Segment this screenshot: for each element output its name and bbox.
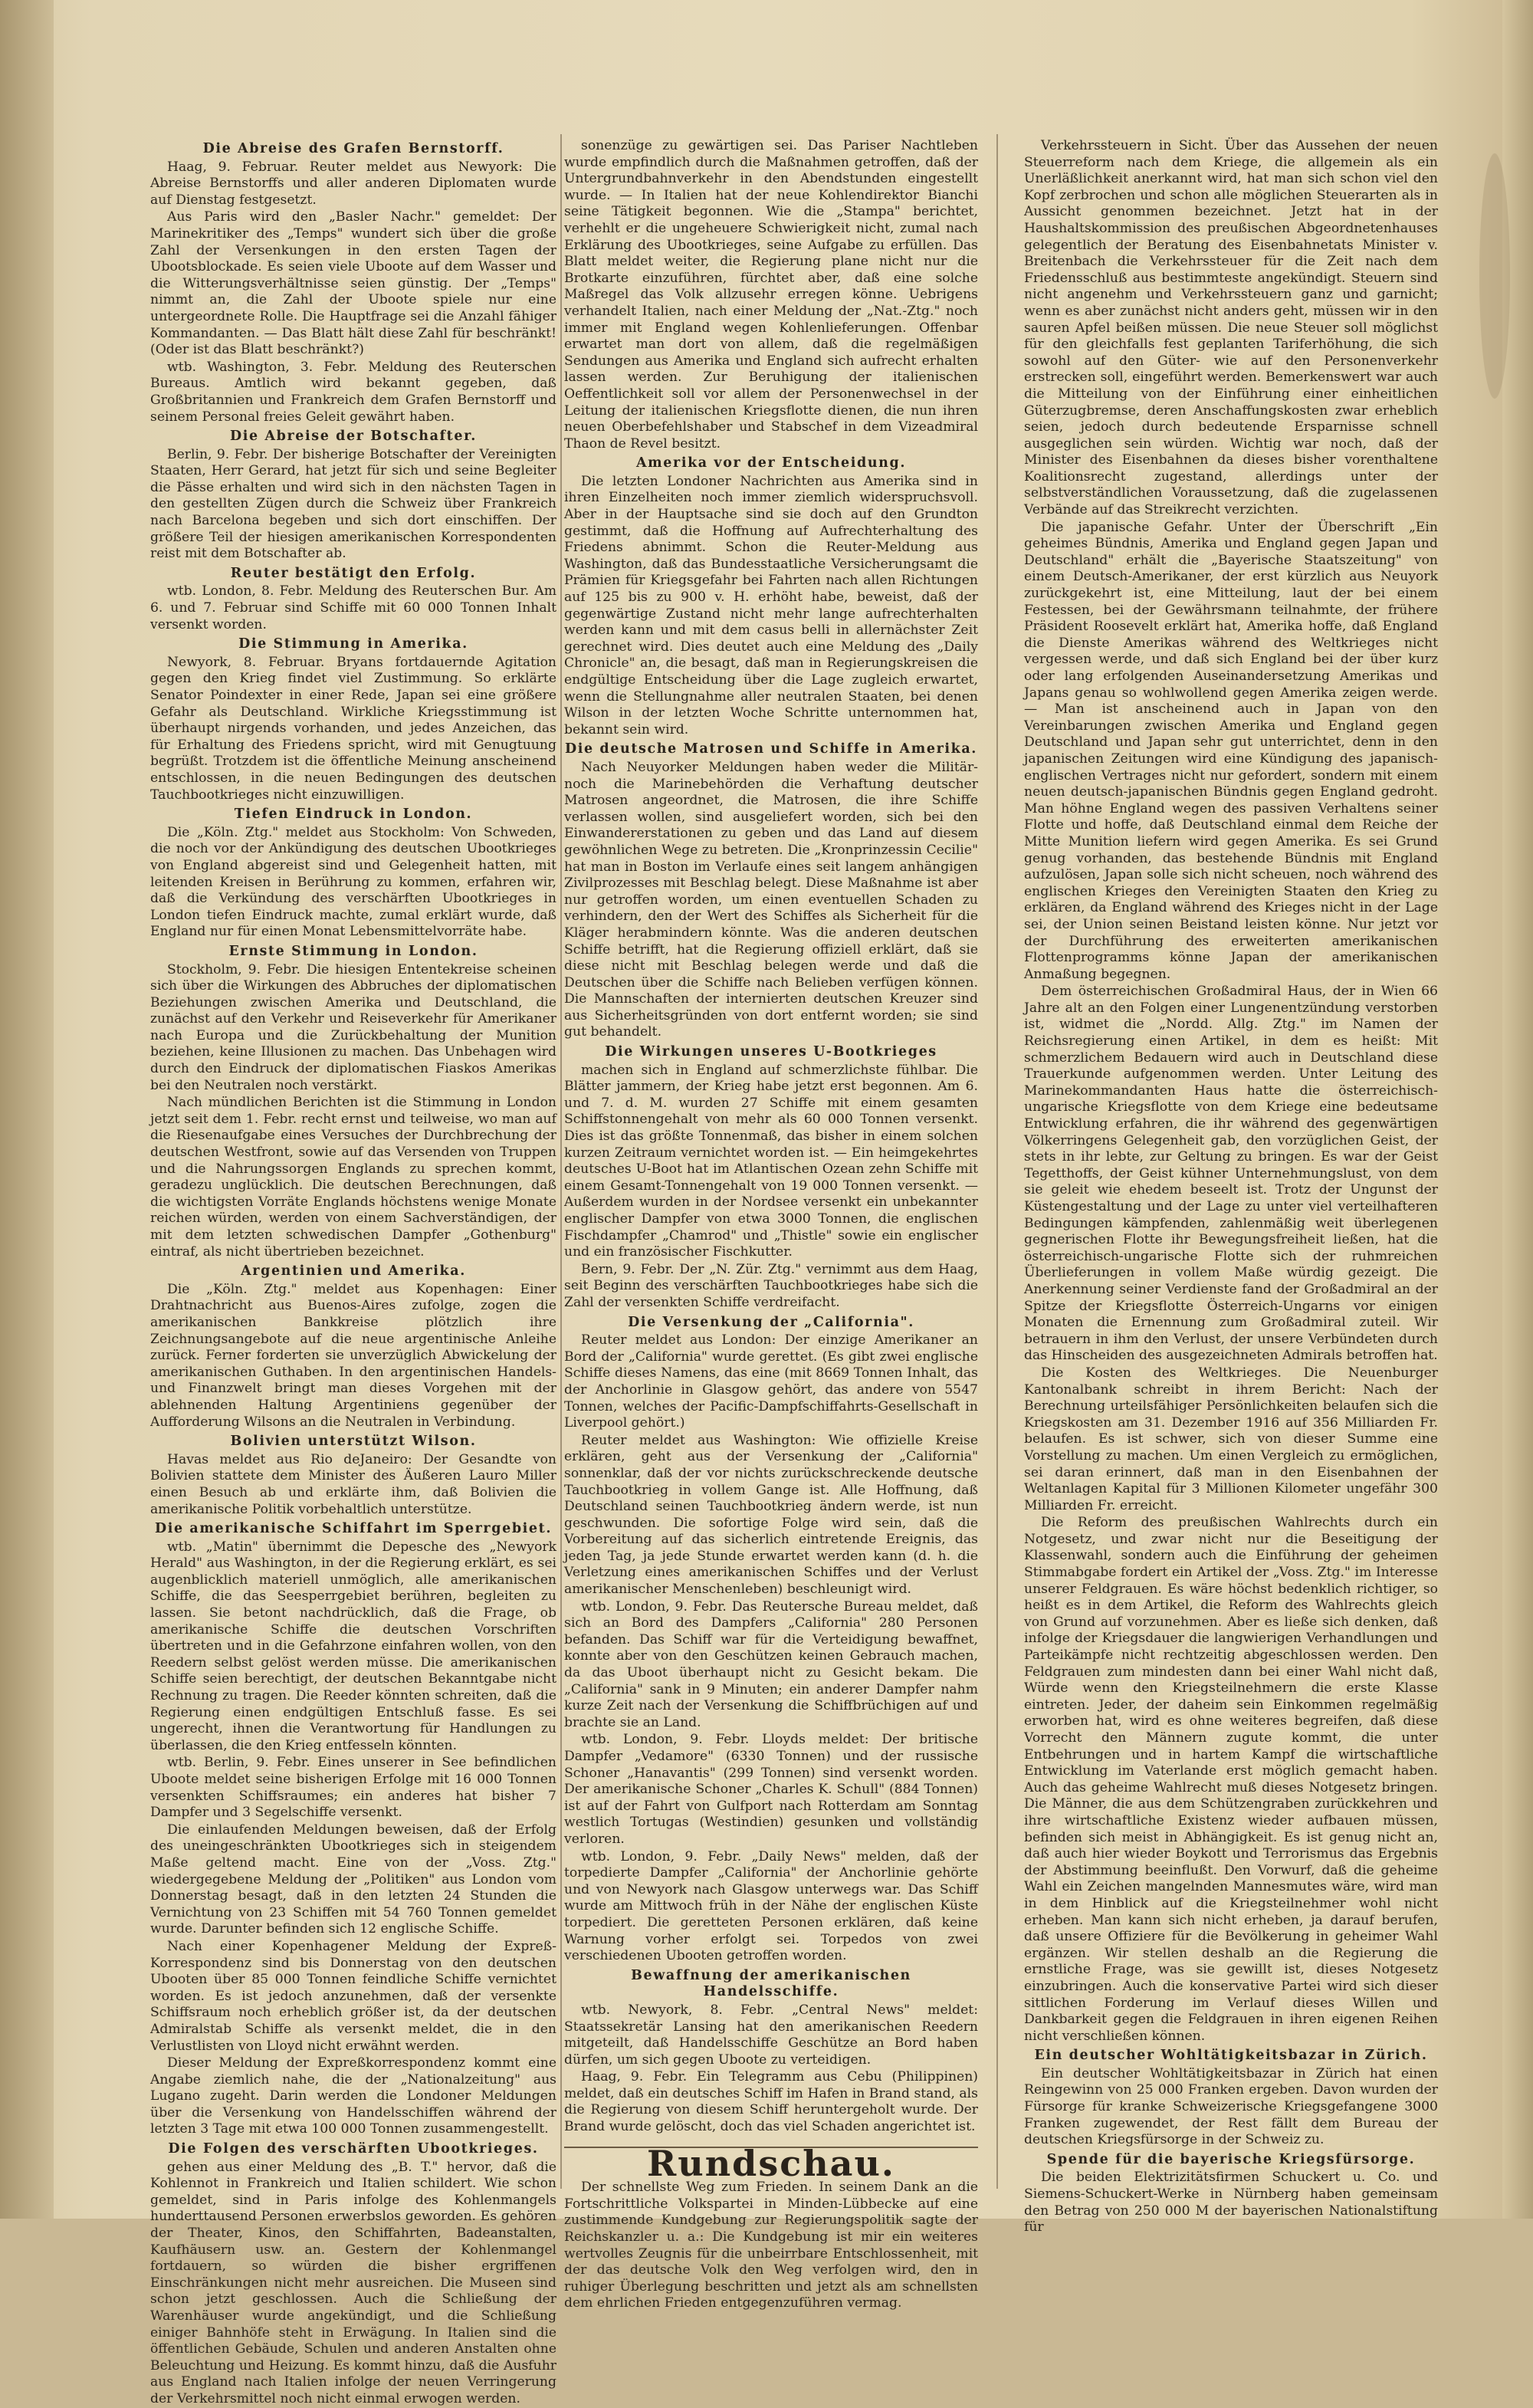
article-paragraph: Die letzten Londoner Nachrichten aus Amerika sind in ihren Einzelheiten noch immer ziemlich widerspruchsvoll. Aber in der Hauptsache sind sie doch auf den Grundton gestimmt, daß die Hoffnung auf Aufrechterhaltung des Friedens abnimmt. Schon die Reuter-Meldung aus Washington, daß das Bundesstaatliche Versicherungsamt die Prämien für Kriegsgefahr bei Fahrten nach allen Richtungen auf 125 bis zu 900 v. H. erhöht habe, beweist, daß der gegenwärtige Zustand nicht mehr lange aufrechterhalten werden kann und mit dem casus belli in allernächster Zeit gerechnet wird. Dies deutet auch eine Meldung des „Daily Chronicle" an, die besagt, daß man in Regierungskreisen die endgültige Entscheidung über die Lage zugleich erwartet, wenn die Stellungnahme aller neutralen Staaten, bei denen Wilson in der letzten Woche Schritte unternommen hat, bekannt sein wird. [564, 473, 978, 738]
article-paragraph: wtb. London, 9. Febr. Das Reutersche Bureau meldet, daß sich an Bord des Dampfers „California" 280 Personen befanden. Das Schiff war für die Verteidigung bewaffnet, konnte aber von den Geschützen keinen Gebrauch machen, da das Uboot überhaupt nicht zu Gesicht bekam. Die „California" sank in 9 Minuten; ein anderer Dampfer nahm kurze Zeit nach der Versenkung die Schiffbrüchigen auf und brachte sie an Land. [564, 1598, 978, 1730]
article-paragraph: Aus Paris wird den „Basler Nachr." gemeldet: Der Marinekritiker des „Temps" wundert sich über die große Zahl der Versenkungen in den ersten Tagen der Ubootsblockade. Es seien viele Uboote auf dem Wasser und die Witterungsverhältnisse seien günstig. Der „Temps" nimmt an, die Zahl der Uboote spiele nur eine untergeordnete Rolle. Die Hauptfrage sei die Anzahl fähiger Kommandanten. — Das Blatt hält diese Zahl für beschränkt! (Oder ist das Blatt beschränkt?) [150, 209, 556, 358]
article-paragraph: Reuter meldet aus London: Der einzige Amerikaner an Bord der „California" wurde gerettet. (Es gibt zwei englische Schiffe dieses Namens, das eine (mit 8669 Tonnen Inhalt, das der Anchorlinie in Glasgow gehört, das andere von 5547 Tonnen, welches der Pacific-Dampfschiffahrts-Gesellschaft in Liverpool gehört.) [564, 1332, 978, 1431]
article-paragraph: Nach mündlichen Berichten ist die Stimmung in London jetzt seit dem 1. Febr. recht ernst und teilweise, wo man auf die Riesenaufgabe eines Versuches der Durchbrechung der deutschen Westfront, sowie auf das Versenden von Truppen und die Nahrungssorgen Englands zu sprechen kommt, geradezu unglücklich. Die deutschen Berechnungen, daß die wichtigsten Vorräte Englands höchstens wenige Monate reichen würden, werden von einem Sachverständigen, der mit dem letzten schwedischen Dampfer „Gothenburg" eintraf, als nicht übertrieben bezeichnet. [150, 1095, 556, 1260]
section-title: Rundschau. [564, 2147, 978, 2173]
article-headline: Die Versenkung der „California". [628, 1314, 914, 1330]
article-headline: Die deutsche Matrosen und Schiffe in Amerika. [564, 741, 977, 757]
article-paragraph: Berlin, 9. Febr. Der bisherige Botschafter der Vereinigten Staaten, Herr Gerard, hat jetzt für sich und seine Begleiter die Pässe erhalten und wird sich in den nächsten Tagen in den gestellten Zügen durch die Schweiz über Frankreich nach Barcelona begeben und sich dort einschiffen. Der größere Teil der hiesigen amerikanischen Korrespondenten reist mit dem Botschafter ab. [150, 446, 556, 562]
article-paragraph: wtb. Newyork, 8. Febr. „Central News" meldet: Staatssekretär Lansing hat den amerikanischen Reedern mitgeteilt, daß Handelsschiffe Geschütze an Bord haben dürfen, um sich gegen Uboote zu verteidigen. [564, 2002, 978, 2068]
article-paragraph: Reuter meldet aus Washington: Wie offizielle Kreise erklären, geht aus der Versenkung der „California" sonnenklar, daß der vor nichts zurückschreckende deutsche Tauchbootkrieg in vollem Gange ist. Alle Hoffnung, daß Deutschland seinen Tauchbootkrieg ändern werde, ist nun geschwunden. Die sofortige Folge wird sein, daß die Vorbereitung auf das sicherlich eintretende Ereignis, das jeden Tag, ja jede Stunde erwartet werden kann (d. h. die Verletzung eines amerikanischen Schiffes und der Verlust amerikanischer Menschenleben) beschleunigt wird. [564, 1432, 978, 1598]
article-paragraph: Die beiden Elektrizitätsfirmen Schuckert u. Co. und Siemens-Schuckert-Werke in Nürnberg haben gemeinsam den Betrag von 250 000 M der bayerischen Nationalstiftung für [1024, 2170, 1438, 2236]
column-2 [564, 138, 978, 2311]
article-headline: Bewaffnung der amerikanischen Handelsschiffe. [631, 1967, 911, 2000]
page-binding-left [0, 0, 54, 2219]
article-paragraph: Newyork, 8. Februar. Bryans fortdauernde Agitation gegen den Krieg findet viel Zustimmung. So erklärte Senator Poindexter in einer Rede, Japan sei eine größere Gefahr als Deutschland. Wirkliche Kriegsstimmung ist überhaupt nirgends vorhanden, und jedes Anzeichen, das für Erhaltung des Friedens spricht, wird mit Genugtuung begrüßt. Trotzdem ist die öffentliche Meinung anscheinend entschlossen, in die neuen Bedingungen des deutschen Tauchbootkrieges nicht einzuwilligen. [150, 654, 556, 803]
article-paragraph: wtb. Washington, 3. Febr. Meldung des Reuterschen Bureaus. Amtlich wird bekannt gegeben, daß Großbritannien und Frankreich dem Grafen Bernstorff und seinem Personal freies Geleit gewährt haben. [150, 359, 556, 425]
article-headline: Bolivien unterstützt Wilson. [230, 1434, 477, 1450]
article-paragraph: Die japanische Gefahr. Unter der Überschrift „Ein geheimes Bündnis, Amerika und England gegen Japan und Deutschland" erhält die „Bayerische Staatszeitung" von einem Deutsch-Amerikaner, der erst kürzlich aus Neuyork zurückgekehrt ist, eine Mitteilung, laut der bei einem Festessen, bei der Gewährsmann teilnahmte, der frühere Präsident Roosevelt erklärt hat, Amerika hoffe, daß England die Dienste Amerikas während des Weltkrieges nicht vergessen werde, und daß sich England bei der über kurz oder lang erfolgenden Auseinandersetzung Amerikas und Japans genau so wohlwollend gegen Amerika zeigen werde. — Man ist anscheinend auch in Japan von den Vereinbarungen zwischen Amerika und England gegen Deutschland und Japan sehr gut unterrichtet, denn in den japanischen Zeitungen wird eine Kündigung des japanisch-englischen Vertrages nicht nur gefordert, sondern mit einem neuen deutsch-japanischen Bündnis gegen England gedroht. Man höhne England wegen des passiven Verhaltens seiner Flotte und hoffe, daß Deutschland einmal dem Reiche der Mitte Munition liefern wird gegen Amerika. Es sei Grund genug vorhanden, das bestehende Bündnis mit England aufzulösen, Japan solle sich nicht scheuen, noch während des englischen Krieges den Vereinigten Staaten den Krieg zu erklären, da England während des Krieges nicht in der Lage sei, der Union seinen Beistand leisten könne. Nur jetzt vor der Durchführung des erweiterten amerikanischen Flottenprogramms könne Japan der amerikanischen Anmaßung begegnen. [1024, 519, 1438, 982]
article-headline: Die Abreise der Botschafter. [230, 429, 477, 445]
article-paragraph: wtb. London, 9. Febr. Lloyds meldet: Der britische Dampfer „Vedamore" (6330 Tonnen) und der russische Schoner „Hanavantis" (299 Tonnen) sind versenkt worden. Der amerikanische Schoner „Charles K. Schull" (884 Tonnen) ist auf der Fahrt von Gulfport nach Rotterdam am Sonntag westlich Tortugas (Westindien) gesunken und vollständig verloren. [564, 1732, 978, 1847]
article-paragraph: Nach einer Kopenhagener Meldung der Expreß-Korrespondenz sind bis Donnerstag von den deutschen Ubooten über 85 000 Tonnen feindliche Schiffe vernichtet worden. Es ist jedoch anzunehmen, daß der versenkte Schiffsraum noch erheblich größer ist, da der deutschen Admiralstab Schiffe als versenkt meldet, die in den Verlustlisten von Lloyd nicht erwähnt werden. [150, 1938, 556, 2054]
article-paragraph: wtb. London, 8. Febr. Meldung des Reuterschen Bur. Am 6. und 7. Februar sind Schiffe mit 60 000 Tonnen Inhalt versenkt worden. [150, 583, 556, 632]
article-paragraph: wtb. London, 9. Febr. „Daily News" melden, daß der torpedierte Dampfer „California" der Anchorlinie gehörte und von Newyork nach Glasgow unterwegs war. Das Schiff wurde am Mittwoch früh in der Nähe der englischen Küste torpediert. Die geretteten Personen erklären, daß keine Warnung vorher erfolgt sei. Torpedos von zwei verschiedenen Ubooten getroffen worden. [564, 1848, 978, 1964]
article-paragraph: Die Reform des preußischen Wahlrechts durch ein Notgesetz, und zwar nicht nur die Beseitigung der Klassenwahl, sondern auch die Einführung der geheimen Stimmabgabe fordert ein Artikel der „Voss. Ztg." im Interesse unserer Feldgrauen. Es wäre höchst bedenklich richtiger, so heißt es in dem Artikel, die Reform des Wahlrechts gleich von Grund auf vorzunehmen. Aber es ließe sich denken, daß infolge der Kriegsdauer die langwierigen Verhandlungen und Parteikämpfe nicht rechtzeitig abgeschlossen werden. Den Feldgrauen zum mindesten dann bei einer Wahl nicht daß, Würde wenn den Kriegsteilnehmern die erste Klasse eintreten. Jeder, der daheim sein Einkommen regelmäßig erworben hat, wird es ohne weiteres begreifen, daß diese Vorrecht den Männern zugute kommt, die unter Entbehrungen und in hartem Kampf die wirtschaftliche Entwicklung im Vaterlande erst möglich gemacht haben. Auch das geheime Wahlrecht muß dieses Notgesetz bringen. Die Männer, die aus dem Schützengraben zurückkehren und ihre wirtschaftliche Existenz wieder aufbauen müssen, befinden sich meist in Abhängigkeit. Es ist genug nicht an, daß auch hier wieder Boykott und Terrorismus das Ergebnis der Abstimmung beeinflußt. Den Vorwurf, daß die geheime Wahl ein Zeichen mangelnden Mannesmutes wäre, wird man in dem Hinblick auf die Kriegsteilnehmer wohl nicht erheben. Man kann sich nicht erheben, ja darauf berufen, daß unsere Offiziere für die Bevölkerung in geheimer Wahl ergänzen. Wir stellen deshalb an die Regierung die ernstliche Frage, was sie gewillt ist, dieses Notgesetz einzubringen. Auch die konservative Partei wird sich dieser sittlichen Forderung im Verlauf dieses Willen und Dankbarkeit gegen die Feldgrauen in ihren eigenen Reihen nicht verschließen können. [1024, 1515, 1438, 2044]
article-paragraph: Haag, 9. Februar. Reuter meldet aus Newyork: Die Abreise Bernstorffs und aller anderen Diplomaten wurde auf Dienstag festgesetzt. [150, 159, 556, 208]
article-paragraph: Haag, 9. Febr. Ein Telegramm aus Cebu (Philippinen) meldet, daß ein deutsches Schiff im Hafen in Brand stand, als die Regierung von diesem Schiff heruntergeholt wurde. Der Brand wurde gelöscht, doch das viel Schaden angerichtet ist. [564, 2069, 978, 2135]
article-headline: Tiefen Eindruck in London. [234, 806, 473, 823]
article-paragraph: Die Kosten des Weltkrieges. Die Neuenburger Kantonalbank schreibt in ihrem Bericht: Nach der Berechnung urteilsfähiger Persönlichkeiten belaufen sich die Kriegskosten am 31. Dezember 1916 auf 356 Milliarden Fr. belaufen. Es ist schwer, sich von dieser Summe eine Vorstellung zu machen. Um einen Vergleich zu ermöglichen, sei daran erinnert, daß man in den Eisenbahnen der Weltanlagen Kapital für 3 Millionen Kilometer ungefähr 300 Milliarden Fr. erreicht. [1024, 1365, 1438, 1513]
article-paragraph: Stockholm, 9. Febr. Die hiesigen Ententekreise scheinen sich über die Wirkungen des Abbruches der diplomatischen Beziehungen zwischen Amerika und Deutschland, die zunächst auf den Verkehr und Reiseverkehr für Amerikaner nach Europa und die Zurückbehaltung der Munition beziehen, keine Illusionen zu machen. Das Unbehagen wird durch den Eindruck der diplomatischen Fiaskos Amerikas bei den Neutralen noch verstärkt. [150, 961, 556, 1093]
article-paragraph: Nach Neuyorker Meldungen haben weder die Militär- noch die Marinebehörden die Verhaftung deutscher Matrosen angeordnet, die Matrosen, die ihre Schiffe verlassen wollen, sind ausgeliefert worden, sich bei den Einwandererstationen zu geben und das Land auf diesem gewöhnlichen Wege zu betreten. Die „Kronprinzessin Cecilie" hat man in Boston im Verlaufe eines seit langem anhängigen Zivilprozesses mit Beschlag belegt. Diese Maßnahme ist aber nur getroffen worden, um einen eventuellen Schaden zu verhindern, den der Wert des Schiffes als Sicherheit für die Kläger herabmindern könnte. Was die anderen deutschen Schiffe betrifft, hat die Regierung offiziell erklärt, daß sie diese nicht mit Beschlag belegen werde und daß die Deutschen über die Schiffe nach Belieben verfügen können. Die Mannschaften der internierten deutschen Kreuzer sind aus Sicherheitsgründen von dort entfernt worden; sie sind gut behandelt. [564, 759, 978, 1040]
article-headline: Die Wirkungen unseres U-Bootkrieges [605, 1044, 937, 1060]
article-paragraph: machen sich in England auf schmerzlichste fühlbar. Die Blätter jammern, der Krieg habe jetzt erst begonnen. Am 6. und 7. d. M. wurden 27 Schiffe mit einem gesamten Schiffstonnengehalt von mehr als 60 000 Tonnen versenkt. Dies ist das größte Tonnenmaß, das bisher in einem solchen kurzen Zeitraum vernichtet worden ist. — Ein heimgekehrtes deutsches U-Boot hat im Atlantischen Ozean zehn Schiffe mit einem Gesamt-Tonnengehalt von 19 000 Tonnen versenkt. — Außerdem wurden in der Nordsee versenkt ein unbekannter englischer Dampfer von etwa 3000 Tonnen, die englischen Fischdampfer „Chamrod" und „Thistle" sowie ein englischer und ein französischer Fischkutter. [564, 1062, 978, 1260]
article-headline: Die Folgen des verschärften Ubootkrieges. [168, 2141, 539, 2157]
article-headline: Ein deutscher Wohltätigkeitsbazar in Zürich. [1034, 2048, 1428, 2064]
article-headline: Die Abreise des Grafen Bernstorff. [202, 141, 504, 156]
article-paragraph: Dieser Meldung der Expreßkorrespondenz kommt eine Angabe ziemlich nahe, die der „Nationalzeitung" aus Lugano zugeht. Darin werden die Londoner Meldungen über die Versenkung von Handelsschiffen während der letzten 3 Tage mit etwa 100 000 Tonnen zusammengestellt. [150, 2055, 556, 2137]
article-headline: Spende für die bayerische Kriegsfürsorge. [1046, 2151, 1416, 2167]
article-paragraph: Ein deutscher Wohltätigkeitsbazar in Zürich hat einen Reingewinn von 25 000 Franken ergeben. Davon wurden der Fürsorge für kranke Schweizerische Kriegsgefangene 3000 Franken zugewendet, der Rest fällt dem Bureau der deutschen Kriegsfürsorge in der Schweiz zu. [1024, 2065, 1438, 2148]
article-headline: Reuter bestätigt den Erfolg. [230, 565, 477, 581]
article-paragraph: Die „Köln. Ztg." meldet aus Kopenhagen: Einer Drahtnachricht aus Buenos-Aires zufolge, zogen die amerikanischen Bankkreise plötzlich ihre Zeichnungsangebote auf die neue argentinische Anleihe zurück. Ferner forderten sie unverzüglich Abwickelung der amerikanischen Guthaben. In den argentinischen Handels- und Finanzwelt bringt man dieses Vorgehen mit der ablehnenden Haltung Argentiniens gegenüber der Aufforderung Wilsons an die Neutralen in Verbindung. [150, 1281, 556, 1430]
column-3 [1024, 138, 1438, 2236]
article-paragraph: wtb. Berlin, 9. Febr. Eines unserer in See befindlichen Uboote meldet seine bisherigen Erfolge mit 16 000 Tonnen versenkten Schiffsraumes; ein anderes hat bisher 7 Dampfer und 3 Segelschiffe versenkt. [150, 1755, 556, 1821]
column-rule-2 [996, 134, 998, 2189]
article-headline: Die Stimmung in Amerika. [238, 636, 468, 652]
article-paragraph: Die „Köln. Ztg." meldet aus Stockholm: Von Schweden, die noch vor der Ankündigung des deutschen Ubootkrieges von England abgereist sind und Gelegenheit hatten, mit leitenden Kreisen in Berührung zu kommen, erfahren wir, daß die Verkündung des verschärften Ubootkrieges in London tiefen Eindruck machte, zumal erklärt wurde, daß England nur für einen Monat Lebensmittelvorräte habe. [150, 824, 556, 940]
article-headline: Ernste Stimmung in London. [228, 943, 478, 959]
article-headline: Die amerikanische Schiffahrt im Sperrgebiet. [154, 1521, 553, 1537]
article-paragraph: Die einlaufenden Meldungen beweisen, daß der Erfolg des uneingeschränkten Ubootkrieges sich in steigendem Maße geltend macht. Eine von der „Voss. Ztg." wiedergegebene Meldung der „Politiken" aus London vom Donnerstag besagt, daß in den letzten 24 Stunden die Vernichtung von 23 Schiffen mit 54 760 Tonnen gemeldet wurde. Darunter befinden sich 12 englische Schiffe. [150, 1822, 556, 1937]
article-paragraph: Havas meldet aus Rio deJaneiro: Der Gesandte von Bolivien stattete dem Minister des Äußeren Lauro Miller einen Besuch ab und erklärte ihm, daß Bolivien die amerikanische Politik vorbehaltlich unterstütze. [150, 1451, 556, 1517]
article-paragraph: Verkehrssteuern in Sicht. Über das Aussehen der neuen Steuerreform nach dem Kriege, die allgemein als ein Unerläßlichkeit anerkannt wird, hat man sich schon viel den Kopf zerbrochen und schon alle möglichen Steuerarten als in Aussicht genommen bezeichnet. Jetzt hat in der Haushaltskommission des preußischen Abgeordnetenhauses gelegentlich der Beratung des Eisenbahnetats Minister v. Breitenbach die Verkehrssteuer für die Zeit nach dem Friedensschluß aus bestimmteste angekündigt. Steuern sind nicht angenehm und Verkehrssteuern ganz und garnicht; wenn es aber zunächst nicht anders geht, müssen wir in den sauren Apfel beißen müssen. Die neue Steuer soll möglichst für den gleichfalls fest geplanten Tariferhöhung, die sich sowohl auf den Güter- wie auf den Personenverkehr erstrecken soll, eingeführt werden. Bemerkenswert war auch die Mitteilung von der Einführung einer einheitlichen Güterzugbremse, deren Anschaffungskosten zwar erheblich seien, jedoch durch bedeutende Ersparnisse schnell ausgeglichen sein würden. Wichtig war noch, daß der Minister des Eisenbahnen da dieses bisher vorenthaltene Koalitionsrecht zugestand, allerdings unter der selbstverständlichen Voraussetzung, daß die zugelassenen Verbände auf das Streikrecht verzichten. [1024, 138, 1438, 518]
paper-stain [1479, 153, 1510, 399]
article-paragraph: sonenzüge zu gewärtigen sei. Das Pariser Nachtleben wurde empfindlich durch die Maßnahmen getroffen, daß der Untergrundbahnverkehr in den Abendstunden eingestellt wurde. — In Italien hat der neue Kohlendirektor Bianchi seine Tätigkeit begonnen. Wie die „Stampa" berichtet, verhehlt er die ungeheuere Schwierigkeit nicht, zumal nach Erklärung des Ubootkrieges, seine Aufgabe zu erfüllen. Das Blatt meldet weiter, die Regierung plane nicht nur die Brotkarte einzuführen, fürchtet aber, daß eine solche Maßregel das Volk allzusehr erregen könne. Uebrigens verhandelt Italien, nach einer Meldung der „Nat.-Ztg." noch immer mit England wegen Kohlenlieferungen. Offenbar erwartet man dort von allem, daß die regelmäßigen Sendungen aus Amerika und England sich aufrecht erhalten lassen werden. Zur Beruhigung der italienischen Oeffentlichkeit soll vor allem der Personenwechsel in der Leitung der italienischen Kriegsflotte dienen, die nun ihren neuen Oberbefehlshaber und Stabschef in dem Vizeadmiral Thaon de Revel besitzt. [564, 138, 978, 452]
article-headline: Amerika vor der Entscheidung. [635, 455, 907, 471]
column-rule-1 [560, 134, 562, 2189]
article-headline: Argentinien und Amerika. [241, 1263, 466, 1280]
article-paragraph: Bern, 9. Febr. Der „N. Zür. Ztg." vernimmt aus dem Haag, seit Beginn des verschärften Tauchbootkrieges habe sich die Zahl der versenkten Schiffe verdreifacht. [564, 1261, 978, 1310]
article-paragraph: Dem österreichischen Großadmiral Haus, der in Wien 66 Jahre alt an den Folgen einer Lungenentzündung verstorben ist, widmet die „Nordd. Allg. Ztg." im Namen der Reichsregierung einen Artikel, in dem es heißt: Mit schmerzlichem Bedauern wird auch in Deutschland diese Trauerkunde aufgenommen werden. Unter Leitung des Marinekommandanten Haus hatte die österreichisch-ungarische Kriegsflotte von dem Kriege eine bedeutsame Entwicklung erfahren, die ihr während des gegenwärtigen Völkerringens Gelegenheit gab, den vorzüglichen Geist, der stets in ihr lebte, zur Geltung zu bringen. Es war der Geist Tegetthoffs, der Geist kühner Unternehmungslust, von dem sie geleit wie ehedem beseelt ist. Trotz der Ungunst der Küstengestaltung und der Lage zu unter viel verteilhafteren Bedingungen kämpfenden, zahlenmäßig weit überlegenen gegnerischen Flotte ihr Bewegungsfreiheit ließen, hat die österreichisch-ungarische Flotte sich der ruhmreichen Überlieferungen in vollem Maße würdig gezeigt. Die Anerkennung seiner Verdienste fand der Großadmiral an der Spitze der Kriegsflotte Österreich-Ungarns vor einigen Monaten die Ernennung zum Großadmiral zuteil. Wir betrauern in ihm den Verlust, der unsere Verbündeten durch das Hinscheiden des ausgezeichneten Admirals betroffen hat. [1024, 984, 1438, 1364]
article-paragraph: wtb. „Matin" übernimmt die Depesche des „Newyork Herald" aus Washington, in der die Regierung erklärt, es sei augenblicklich materiell unmöglich, alle amerikanischen Schiffe, die das Seesperrgebiet berühren, begleiten zu lassen. Sie betont nachdrücklich, daß die Frage, ob amerikanische Schiffe die deutschen Vorschriften übertreten und in die Gefahrzone einfahren wollen, von den Reedern selbst gelöst werden müsse. Die amerikanischen Schiffe seien berechtigt, der deutschen Bekanntgabe nicht Rechnung zu tragen. Die Reeder könnten schreiten, daß die Regierung einen endgültigen Entschluß fasse. Es sei ungerecht, ihnen die Verantwortung für Handlungen zu überlassen, die den Krieg entfesseln könnten. [150, 1539, 556, 1753]
article-paragraph: gehen aus einer Meldung des „B. T." hervor, daß die Kohlennot in Frankreich und Italien schildert. Wie schon gemeldet, sind in Paris infolge des Kohlenmangels hunderttausend Personen erwerbslos geworden. Es gehören der Theater, Kinos, den Schiffahrten, Badeanstalten, Kaufhäusern usw. an. Gestern der Kohlenmangel fortdauern, so würden die bisher ergriffenen Einschränkungen nicht mehr ausreichen. Die Museen sind schon jetzt geschlossen. Auch die Schließung der Warenhäuser wurde angekündigt, und die Schließung einiger Bahnhöfe steht in Erwägung. In Italien sind die öffentlichen Gebäude, Schulen und anderen Anstalten ohne Beleuchtung und Heizung. Es kommt hinzu, daß die Ausfuhr aus England nach Italien infolge der neuen Verringerung der Verkehrsmittel noch nicht einmal erwogen werden. [150, 2159, 556, 2406]
column-1 [150, 138, 556, 2406]
article-paragraph: Der schnellste Weg zum Frieden. In seinem Dank an die Fortschrittliche Volkspartei in Minden-Lübbecke auf eine zustimmende Kundgebung zur Regierungspolitik sagte der Reichskanzler u. a.: Die Kundgebung ist mir ein weiteres wertvolles Zeugnis für die unbeirrbare Entschlossenheit, mit der das deutsche Volk den Weg verfolgen wird, den in ruhiger Überlegung beschritten und jetzt als am schnellsten dem ehrlichen Frieden entgegenzuführen vermag. [564, 2180, 978, 2311]
